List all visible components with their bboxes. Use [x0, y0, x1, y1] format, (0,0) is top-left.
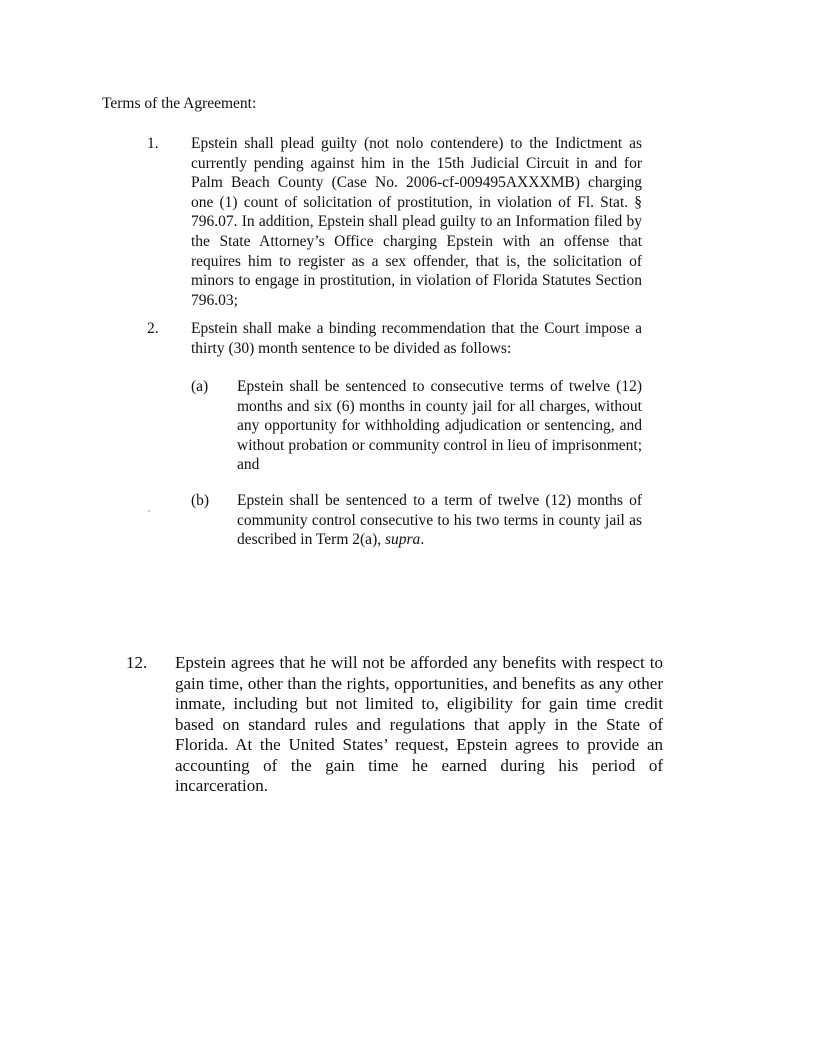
- term-text: Epstein shall plead guilty (not nolo contendere) to the Indictment as currently pending against him in the 15th Judicial Circuit in and for Palm Beach County (Case No. 2006-cf-009495AXXXMB) charging one (1) count of solicitation of prostitution, in violation of Fl. Stat. § 796.07. In addition, Epstein shall plead guilty to an Information filed by the State Attorney’s Office charging Epstein with an offense that requires him to register as a sex offender, that is, the solicitation of minors to engage in prostitution, in violation of Florida Statutes Section 796.03;: [191, 135, 642, 309]
- term-number: 2.: [147, 320, 159, 337]
- subterm-text-end: .: [420, 531, 425, 549]
- term-number: 12.: [126, 653, 148, 672]
- section-heading: Terms of the Agreement:: [102, 95, 257, 112]
- subterm-label: (b): [191, 492, 210, 509]
- subterm-text: [237, 491, 642, 550]
- subterm-label: (a): [191, 378, 209, 395]
- subterm-text: Epstein shall be sentenced to consecutive terms of twelve (12) months and six (6) months in county jail for all charges, without any opportunity for withholding adjudication or sentencing, and without probation or community control in lieu of imprisonment; and: [237, 378, 642, 474]
- subterm-text-italic: supra: [384, 531, 421, 549]
- term-text: Epstein agrees that he will not be afforded any benefits with respect to gain time, other than the rights, opportunities, and benefits as any other inmate, including but not limited to, eligibility for gain time credit based on standard rules and regulations that apply in the State of Florida. At the United States’ request, Epstein agrees to provide an accounting of the gain time he earned during his period of incarceration.: [175, 653, 663, 795]
- subterm-text-main: Epstein shall be sentenced to a term of twelve (12) months of community control consecutive to his two terms in county jail as described in Term 2(a),: [237, 492, 642, 549]
- term-number: 1.: [147, 135, 159, 152]
- scan-speck: [148, 510, 150, 512]
- term-text: Epstein shall make a binding recommendation that the Court impose a thirty (30) month sentence to be divided as follows:: [191, 320, 642, 357]
